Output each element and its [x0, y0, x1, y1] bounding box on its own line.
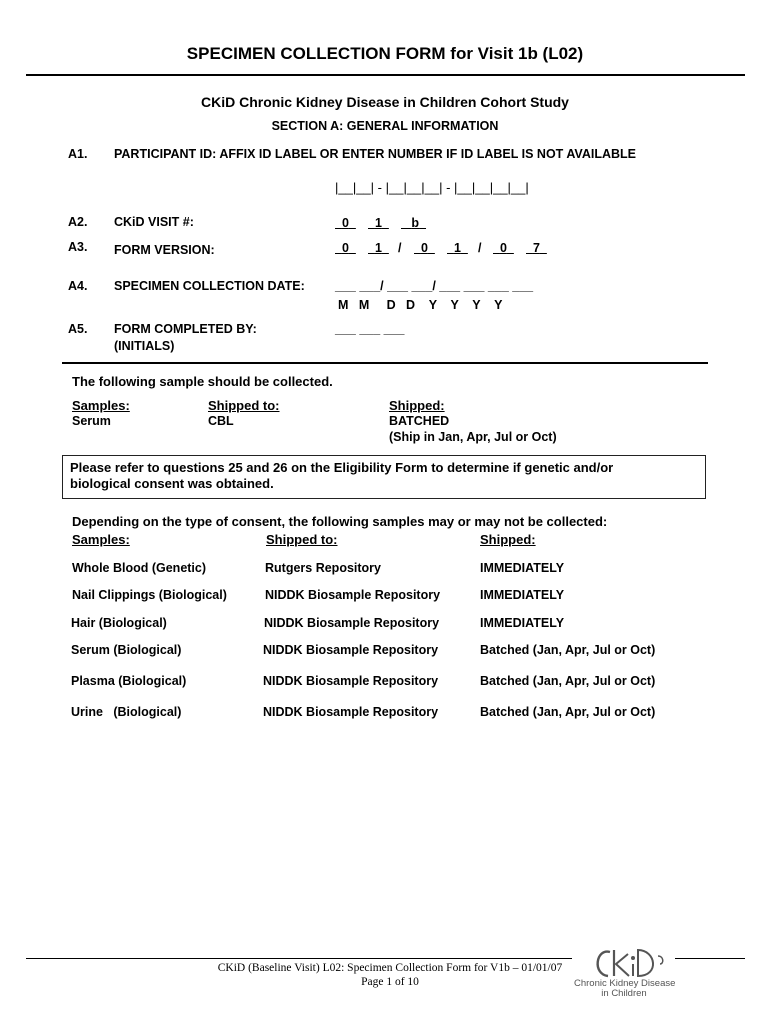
table-row-shipped: Batched (Jan, Apr, Jul or Oct): [480, 643, 656, 657]
table-row-shipped-to: NIDDK Biosample Repository: [264, 616, 440, 630]
initials-field[interactable]: ___ ___ ___: [335, 322, 405, 336]
visit-digit-3: b: [411, 216, 420, 230]
section-divider: [62, 362, 708, 364]
footer-rule-right: [675, 958, 745, 959]
part1-intro: The following sample should be collected.: [72, 374, 333, 389]
part1-header-samples: Samples:: [72, 398, 130, 413]
version-digit-2: 1: [374, 241, 382, 255]
ckid-logo: [574, 944, 674, 1000]
a2-number: A2.: [68, 215, 88, 229]
collection-date-field[interactable]: ___ ___/ ___ ___/ ___ ___ ___ ___: [335, 279, 534, 293]
part1-header-shipped: Shipped:: [389, 398, 445, 413]
part2-header-shipped-to: Shipped to:: [266, 532, 338, 547]
table-row-shipped-to: NIDDK Biosample Repository: [263, 674, 439, 688]
version-digit-5: 0: [499, 241, 507, 255]
study-name: CKiD Chronic Kidney Disease in Children Cohort Study: [201, 94, 569, 110]
table-row-shipped: IMMEDIATELY: [480, 561, 565, 575]
version-digit-6: 7: [532, 241, 540, 255]
a3-label: FORM VERSION:: [114, 243, 215, 257]
a5-label-sub: (INITIALS): [114, 339, 175, 353]
a1-number: A1.: [68, 147, 88, 161]
part1-sample: Serum: [72, 414, 111, 428]
table-row-shipped-to: NIDDK Biosample Repository: [265, 588, 441, 602]
participant-id-field[interactable]: |__|__| - |__|__|__| - |__|__|__|__|: [335, 180, 529, 195]
a1-label: PARTICIPANT ID: AFFIX ID LABEL OR ENTER NUMBER IF ID LABEL IS NOT AVAILABLE: [114, 147, 636, 161]
version-digit-4: 1: [453, 241, 461, 255]
section-heading: SECTION A: GENERAL INFORMATION: [271, 119, 499, 133]
visit-digit-2: 1: [374, 216, 382, 230]
page-number: Page 1 of 10: [361, 976, 419, 988]
a2-label: CKiD VISIT #:: [114, 215, 194, 229]
table-row-shipped-to: Rutgers Repository: [265, 561, 381, 575]
table-row-shipped-to: NIDDK Biosample Repository: [263, 705, 439, 719]
visit-digit-1: 0: [341, 216, 349, 230]
a5-label: FORM COMPLETED BY:: [114, 322, 257, 336]
logo-text-line2: in Children: [601, 988, 647, 999]
part2-header-shipped: Shipped:: [480, 532, 536, 547]
page-title: SPECIMEN COLLECTION FORM for Visit 1b (L02): [186, 44, 584, 63]
table-row-shipped: IMMEDIATELY: [480, 588, 565, 602]
part2-header-samples: Samples:: [72, 532, 130, 547]
table-row-sample: Whole Blood (Genetic): [72, 561, 207, 575]
table-row-sample: Hair (Biological): [71, 616, 167, 630]
table-row-shipped: Batched (Jan, Apr, Jul or Oct): [480, 705, 656, 719]
a3-number: A3.: [68, 240, 88, 254]
consent-notice-line2: biological consent was obtained.: [70, 476, 274, 491]
version-digit-1: 0: [341, 241, 349, 255]
version-separator-1: /: [398, 241, 402, 255]
table-row-sample: Nail Clippings (Biological): [72, 588, 227, 602]
part1-shipped-note: (Ship in Jan, Apr, Jul or Oct): [389, 430, 557, 444]
footer-caption: CKiD (Baseline Visit) L02: Specimen Collection Form for V1b – 01/01/07: [217, 962, 563, 974]
table-row-sample: Urine (Biological): [71, 705, 182, 719]
version-digit-3: 0: [420, 241, 428, 255]
date-format-hint: M M D D Y Y Y Y: [338, 298, 503, 312]
table-row-shipped: IMMEDIATELY: [480, 616, 565, 630]
part1-header-shipped-to: Shipped to:: [208, 398, 280, 413]
footer-rule-left: [26, 958, 572, 959]
table-row-shipped-to: NIDDK Biosample Repository: [263, 643, 439, 657]
table-row-shipped: Batched (Jan, Apr, Jul or Oct): [480, 674, 656, 688]
title-divider: [26, 74, 745, 76]
a5-number: A5.: [68, 322, 88, 336]
part2-intro: Depending on the type of consent, the following samples may or may not be collected:: [72, 514, 608, 529]
table-row-sample: Plasma (Biological): [71, 674, 187, 688]
a4-label: SPECIMEN COLLECTION DATE:: [114, 279, 305, 293]
part1-shipped: BATCHED: [389, 414, 450, 428]
version-separator-2: /: [478, 241, 482, 255]
consent-notice-line1: Please refer to questions 25 and 26 on the Eligibility Form to determine if genetic and/or: [70, 460, 614, 475]
part1-shipped-to: CBL: [208, 414, 234, 428]
a4-number: A4.: [68, 279, 88, 293]
table-row-sample: Serum (Biological): [71, 643, 182, 657]
logo-text-line1: Chronic Kidney Disease: [574, 978, 676, 989]
